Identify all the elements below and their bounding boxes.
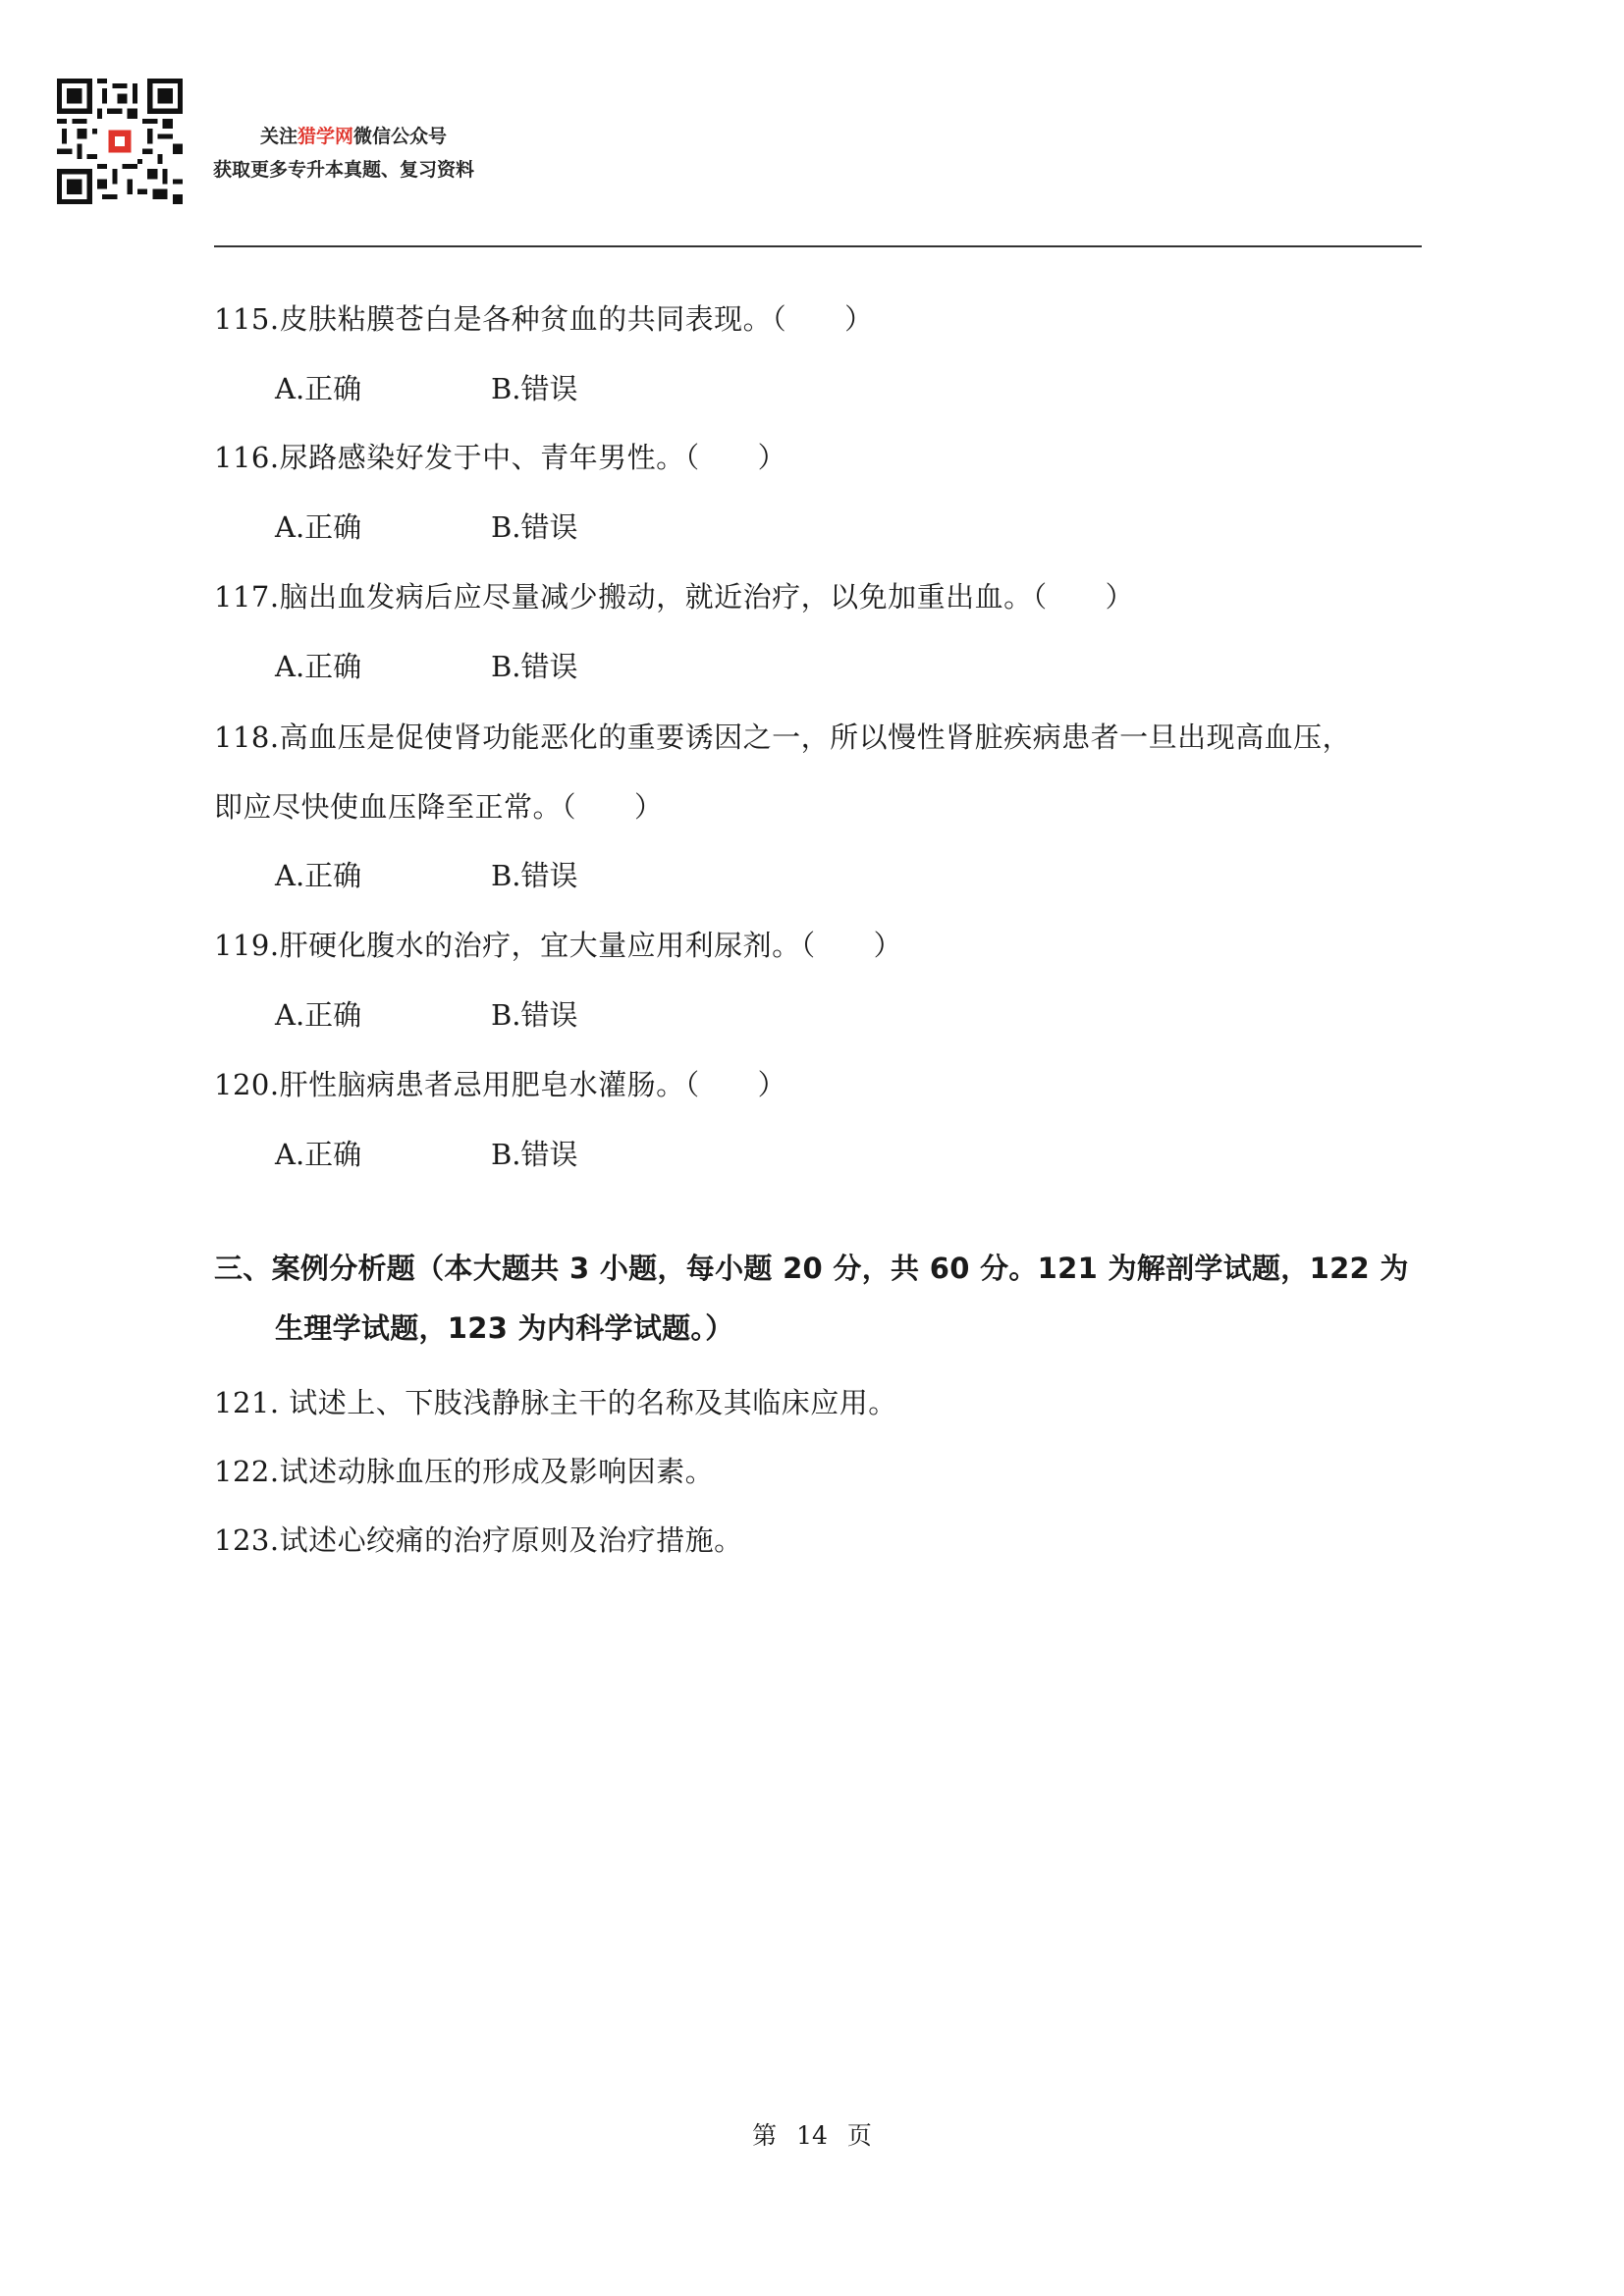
case-question: 121. 试述上、下肢浅静脉主干的名称及其临床应用。: [214, 1386, 897, 1419]
header-line-1: [213, 120, 474, 153]
page-footer: [0, 2116, 1624, 2152]
question-stem: 118.高血压是促使肾功能恶化的重要诱因之一，所以慢性肾脏疾病患者一旦出现高血压，: [214, 721, 1352, 754]
case-question: 122.试述动脉血压的形成及影响因素。: [214, 1455, 715, 1488]
question-stem: 119.肝硬化腹水的治疗，宜大量应用利尿剂。（ ）: [214, 929, 903, 962]
option-b: B.错误: [491, 859, 578, 892]
question-stem: 115.皮肤粘膜苍白是各种贫血的共同表现。（ ）: [214, 302, 874, 336]
option-a: A.正确: [275, 650, 362, 683]
section-heading-continued: 生理学试题，123 为内科学试题。）: [275, 1311, 734, 1345]
option-a: A.正确: [275, 859, 362, 892]
option-a: A.正确: [275, 510, 362, 544]
header-promo: [213, 120, 474, 187]
option-b: B.错误: [491, 372, 578, 405]
option-b: B.错误: [491, 1138, 578, 1171]
page-number: 14: [796, 2121, 828, 2150]
option-a: A.正确: [275, 998, 362, 1032]
option-a: A.正确: [275, 372, 362, 405]
option-b: B.错误: [491, 998, 578, 1032]
option-a: A.正确: [275, 1138, 362, 1171]
question-stem: 120.肝性脑病患者忌用肥皂水灌肠。（ ）: [214, 1068, 787, 1101]
header-line-2: 获取更多专升本真题、复习资料: [213, 159, 475, 181]
qr-code-icon: [57, 79, 183, 204]
case-question: 123.试述心绞痛的治疗原则及治疗措施。: [214, 1523, 743, 1557]
question-stem: 116.尿路感染好发于中、青年男性。（ ）: [214, 441, 787, 474]
header-line1-prefix: 关注: [260, 126, 298, 147]
question-stem-continued: 即应尽快使血压降至正常。（ ）: [214, 790, 664, 824]
page-number-suffix: 页: [846, 2121, 872, 2150]
option-b: B.错误: [491, 650, 578, 683]
brand-name: 猎学网: [298, 126, 354, 147]
question-stem: 117.脑出血发病后应尽量减少搬动，就近治疗，以免加重出血。（ ）: [214, 580, 1135, 614]
header-line1-suffix: 微信公众号: [353, 126, 448, 147]
option-b: B.错误: [491, 510, 578, 544]
section-heading: 三、案例分析题（本大题共 3 小题，每小题 20 分，共 60 分。121 为解剖学试题，122 为: [214, 1252, 1409, 1285]
header-divider: [214, 245, 1422, 247]
page-number-prefix: 第: [752, 2121, 778, 2150]
